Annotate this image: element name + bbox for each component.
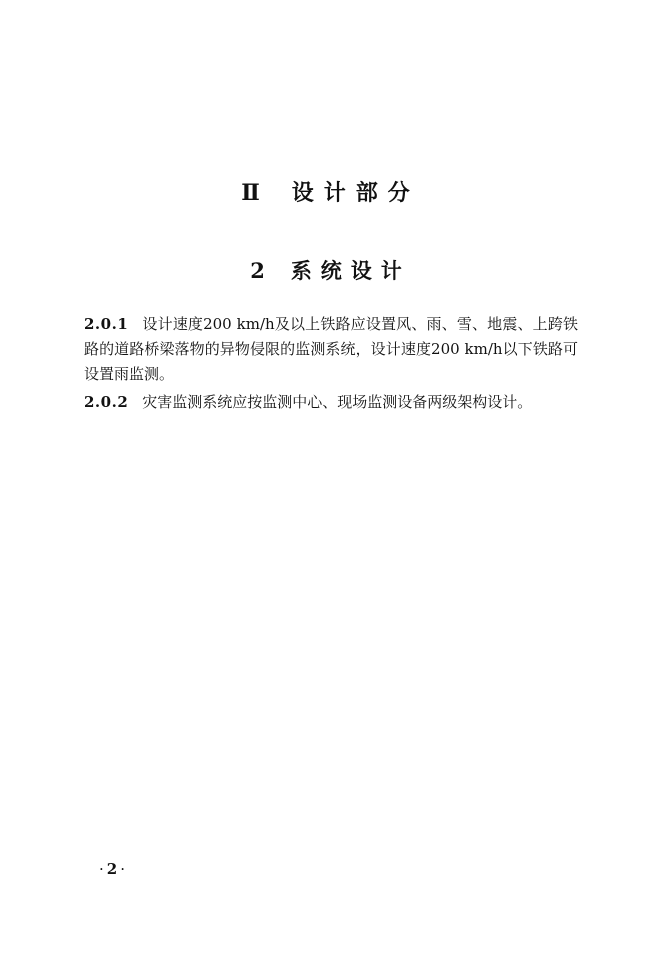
- page-number: [96, 858, 128, 880]
- page-number-dot-left: ·: [99, 860, 104, 878]
- part-numeral: Ⅱ: [241, 180, 262, 206]
- chapter-name: 系统设计: [290, 258, 411, 283]
- clause-2-0-1: [84, 312, 578, 387]
- chapter-number: 2: [250, 258, 265, 283]
- clause-number: 2.0.1: [84, 315, 129, 333]
- clause-2-0-2: [84, 390, 578, 415]
- page-number-value: 2: [106, 860, 118, 878]
- part-name: 设计部分: [291, 180, 420, 206]
- clause-number: 2.0.2: [84, 393, 129, 411]
- clause-text: 设计速度200 km/h及以上铁路应设置风、雨、雪、地震、上跨铁路的道路桥梁落物的异物侵限的监测系统，设计速度200 km/h以下铁路可设置雨监测。: [84, 315, 578, 383]
- chapter-title: [0, 256, 661, 286]
- page-number-dot-right: ·: [120, 860, 125, 878]
- part-title: [0, 176, 661, 210]
- clause-text: 灾害监测系统应按监测中心、现场监测设备两级架构设计。: [142, 393, 533, 411]
